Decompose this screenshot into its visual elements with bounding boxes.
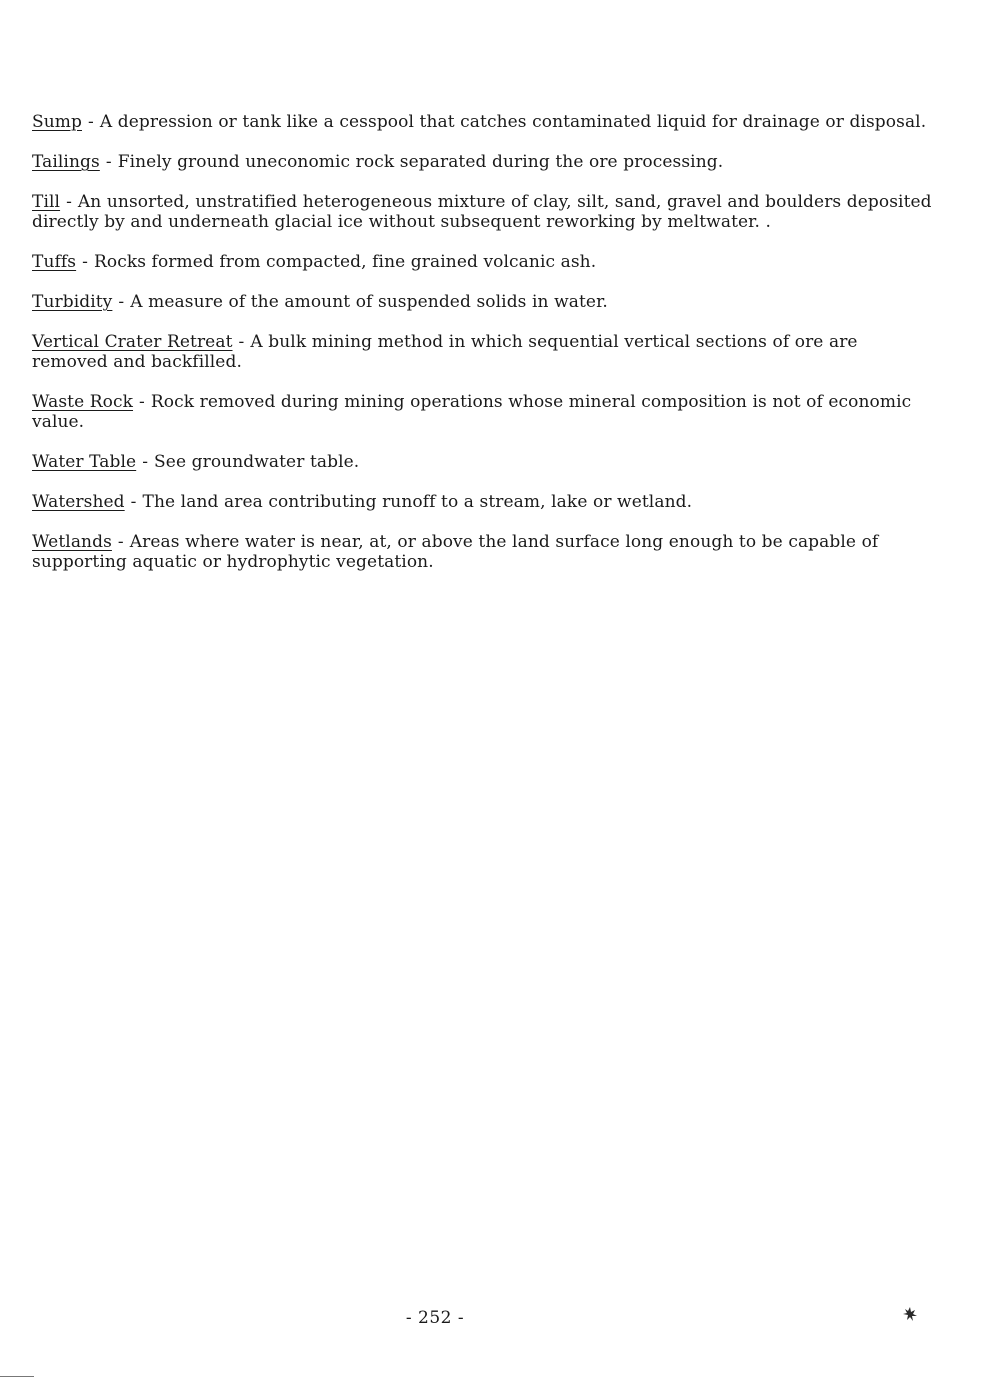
glossary-term: Turbidity <box>32 292 113 312</box>
term-separator: - <box>82 252 88 272</box>
glossary-list <box>32 112 932 592</box>
term-separator: - <box>66 192 72 212</box>
glossary-term: Wetlands <box>32 532 112 552</box>
term-separator: - <box>130 492 137 512</box>
term-separator: - <box>88 112 94 132</box>
glossary-entry-tuffs <box>32 252 932 272</box>
glossary-term: Water Table <box>32 452 137 472</box>
glossary-definition: An unsorted, unstratified heterogeneous mixture of clay, silt, sand, gravel and boulders deposited directly by and underneath glacial ice without subsequent reworking by meltwater. . <box>32 192 932 232</box>
glossary-entry-sump <box>32 112 932 132</box>
glossary-definition: A measure of the amount of suspended solids in water. <box>130 292 608 312</box>
glossary-entry-wetlands <box>32 532 932 572</box>
glossary-entry-till <box>32 192 932 232</box>
term-separator: - <box>139 392 145 412</box>
glossary-entry-watershed <box>32 492 932 512</box>
glossary-entry-waste-rock <box>32 392 932 432</box>
term-separator: - <box>238 332 245 352</box>
ink-smudge-icon <box>902 1305 918 1323</box>
term-separator: - <box>117 532 124 552</box>
glossary-definition: Areas where water is near, at, or above the land surface long enough to be capable of supporting aquatic or hydrophytic vegetation. <box>32 532 879 572</box>
term-separator: - <box>105 152 112 172</box>
glossary-entry-vertical-crater-retreat <box>32 332 932 372</box>
glossary-term: Till <box>32 192 61 212</box>
glossary-definition: Rocks formed from compacted, fine grained volcanic ash. <box>93 252 597 272</box>
glossary-term: Tuffs <box>32 252 77 272</box>
glossary-term: Sump <box>32 112 82 132</box>
glossary-entry-water-table <box>32 452 932 472</box>
term-separator: - <box>142 452 149 472</box>
glossary-entry-tailings <box>32 152 932 172</box>
glossary-definition: Finely ground uneconomic rock separated during the ore processing. <box>117 152 724 172</box>
term-separator: - <box>118 292 125 312</box>
glossary-definition: A depression or tank like a cesspool that catches contaminated liquid for drainage or disposal. <box>99 112 927 132</box>
glossary-definition: The land area contributing runoff to a stream, lake or wetland. <box>142 492 693 512</box>
glossary-term: Vertical Crater Retreat <box>32 332 233 352</box>
glossary-term: Watershed <box>32 492 125 512</box>
glossary-definition: See groundwater table. <box>154 452 360 472</box>
scan-edge-line <box>0 1376 34 1377</box>
glossary-entry-turbidity <box>32 292 932 312</box>
glossary-definition: Rock removed during mining operations whose mineral composition is not of economic value. <box>32 392 912 432</box>
glossary-term: Waste Rock <box>32 392 134 412</box>
page-number: - 252 - <box>405 1308 465 1328</box>
glossary-definition: A bulk mining method in which sequential vertical sections of ore are removed and backfilled. <box>32 332 858 372</box>
glossary-term: Tailings <box>32 152 100 172</box>
